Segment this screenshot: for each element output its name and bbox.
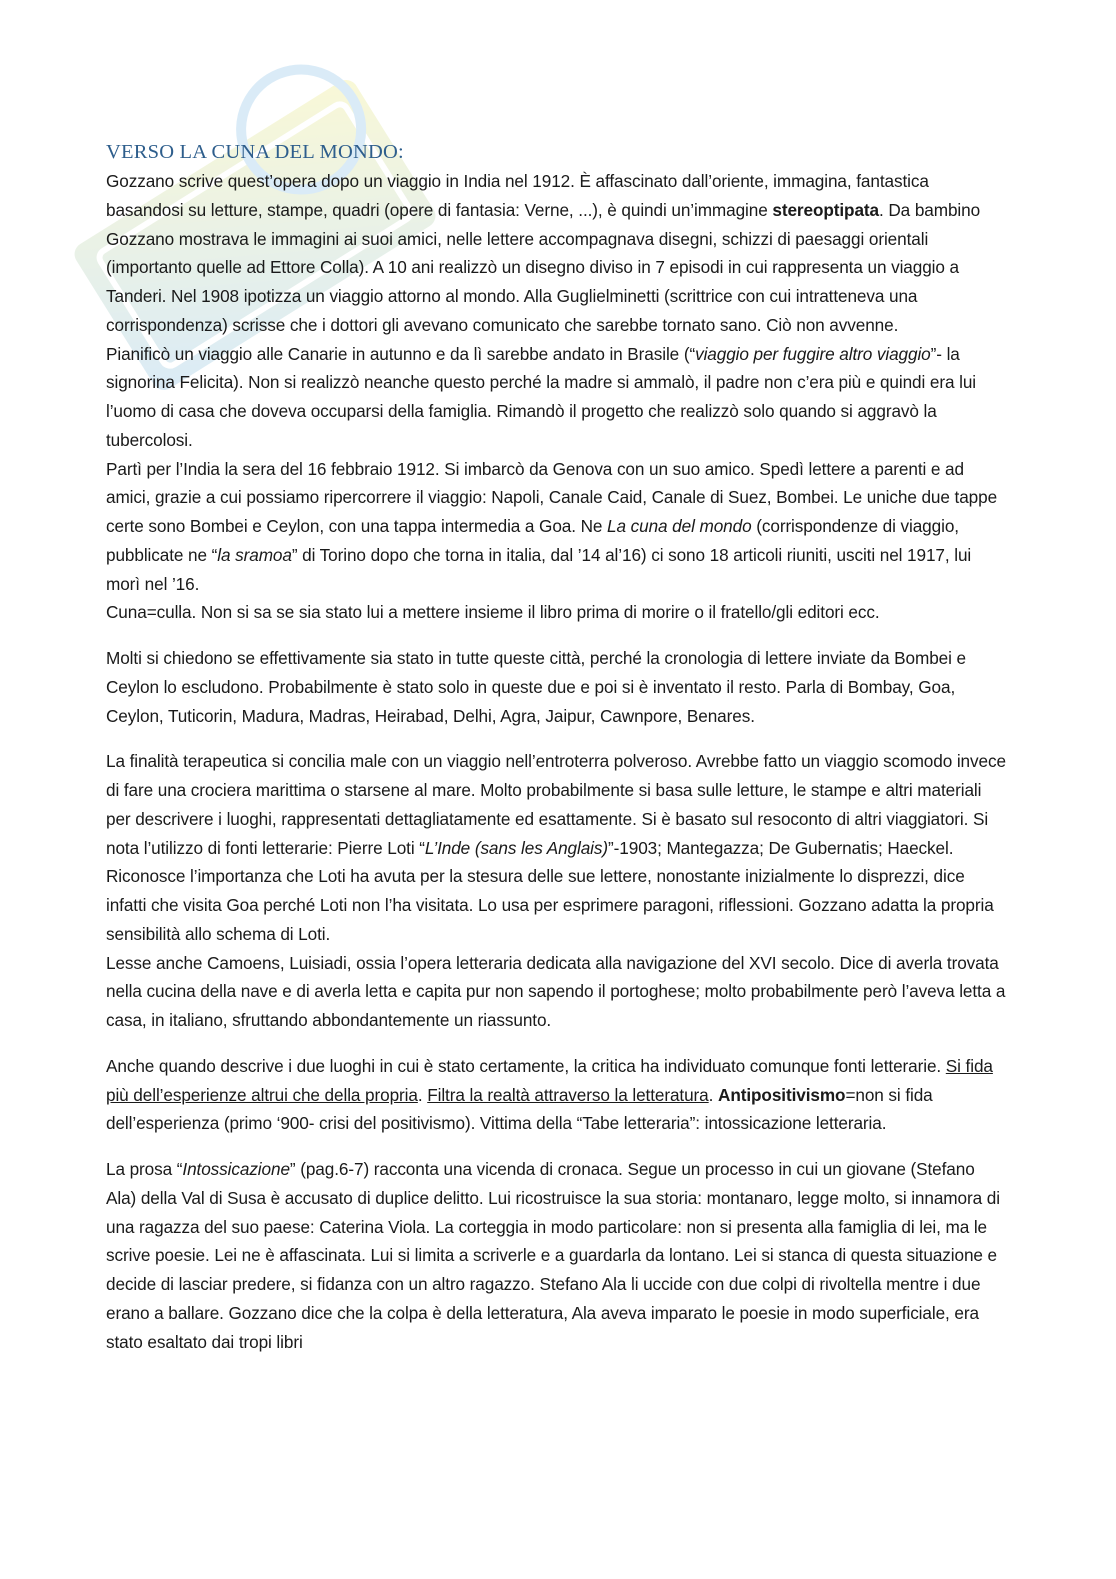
paragraph-4: Cuna=culla. Non si sa se sia stato lui a mettere insieme il libro prima di morire o il fratello/gli editori ecc. bbox=[106, 602, 880, 623]
text-run: . bbox=[417, 1084, 428, 1105]
paragraph-2 bbox=[106, 340, 1006, 455]
italic-quote: viaggio per fuggire altro viaggio bbox=[695, 343, 931, 364]
text-run: La prosa “ bbox=[106, 1159, 183, 1179]
italic-title: L’Inde (sans les Anglais) bbox=[424, 837, 609, 858]
text-run: (corrispondenze di viaggio, pubblicate ne “ bbox=[106, 516, 959, 565]
paragraph-6 bbox=[106, 747, 1006, 948]
text-run: =non si fida dell’esperienza (primo ‘900- crisi del positivismo). Vittima della “Tabe letteraria”: intossicazione letteraria. bbox=[106, 1084, 933, 1134]
paragraph-9 bbox=[106, 1155, 1006, 1356]
bold-term: Antipositivismo bbox=[718, 1084, 846, 1105]
text-run: ”- la signorina Felicita). Non si realizzò neanche questo perché la madre si ammalò, il padre non c’era più e quindi era lui l’uomo di casa che doveva occuparsi della famiglia. Rimandò il progetto che realizzò solo quando si aggravò la tubercolosi. bbox=[106, 343, 977, 450]
italic-title: Intossicazione bbox=[182, 1159, 290, 1179]
text-run: ”-1903; Mantegazza; De Gubernatis; Haeckel. Riconosce l’importanza che Loti ha avuta per la stesura delle sue lettere, nonostante inizialmente lo disprezzi, dice infatti che visita Goa perché Loti non l’ha visitata. Lo usa per esprimere paragoni, riflessioni. Gozzano adatta la propria sensibilità allo schema di Loti. bbox=[106, 837, 994, 944]
text-run: Anche quando descrive i due luoghi in cui è stato certamente, la critica ha individuato comunque fonti letterarie. bbox=[106, 1055, 946, 1076]
text-run: ” (pag.6-7) racconta una vicenda di cronaca. Segue un processo in cui un giovane (Stefano Ala) della Val di Susa è accusato di duplice delitto. Lui ricostruisce la sua storia: montanaro, legge molto, si innamora di una ragazza del suo paese: Caterina Viola. La corteggia in modo particolare: non si presenta alla famiglia di lei, ma le scrive poesie. Lei ne è affascinata. Lui si limita a scriverle e a guardarla da lontano. Lei si stanca di questa situazione e decide di lasciar predere, si fidanza con un altro ragazzo. Stefano Ala li uccide con due colpi di rivoltella mentre i due erano a ballare. Gozzano dice che la colpa è della letteratura, Ala aveva imparato le poesie in modo superficiale, era stato esaltato dai tropi libri bbox=[106, 1159, 1000, 1352]
paragraph-5: Molti si chiedono se effettivamente sia stato in tutte queste città, perché la cronologia di lettere inviate da Bombei e Ceylon lo escludono. Probabilmente è stato solo in queste due e poi si è inventato il resto. Parla di Bombay, Goa, Ceylon, Tuticorin, Madura, Madras, Heirabad, Delhi, Agra, Jaipur, Cawnpore, Benares. bbox=[106, 648, 966, 726]
document-body bbox=[106, 138, 1006, 1356]
text-run: . bbox=[708, 1084, 719, 1105]
paragraph-8 bbox=[106, 1052, 1006, 1138]
text-run: Partì per l’India la sera del 16 febbraio 1912. Si imbarcò da Genova con un suo amico. Spedì lettere a parenti e ad amici, grazie a cui possiamo ripercorrere il viaggio: Napoli, Canale Caid, Canale di Suez, Bombei. Le uniche due tappe certe sono Bombei e Ceylon, con una tappa intermedia a Goa. Ne bbox=[106, 458, 998, 536]
italic-title: La cuna del mondo bbox=[607, 516, 752, 536]
paragraph-3 bbox=[106, 455, 1006, 599]
bold-term: stereoptipata bbox=[772, 199, 880, 220]
text-run: Pianificò un viaggio alle Canarie in autunno e da lì sarebbe andato in Brasile (“ bbox=[106, 343, 696, 364]
underlined-phrase: Filtra la realtà attraverso la letteratura bbox=[427, 1084, 709, 1105]
underlined-phrase: Si fida più dell’esperienze altrui che della propria bbox=[106, 1055, 993, 1105]
paragraph-7: Lesse anche Camoens, Luisiadi, ossia l’opera letteraria dedicata alla navigazione del XVI secolo. Dice di averla trovata nella cucina della nave e di averla letta e capita pur non sapendo il portoghese; molto probabilmente però l’aveva letta a casa, in italiano, sfruttando abbondantemente un riassunto. bbox=[106, 952, 1006, 1030]
paragraph-1 bbox=[106, 167, 1006, 340]
text-run: ” di Torino dopo che torna in italia, dal ’14 al’16) ci sono 18 articoli riuniti, usciti nel 1917, lui morì nel ’16. bbox=[106, 544, 972, 594]
text-run: Gozzano scrive quest’opera dopo un viaggio in India nel 1912. È affascinato dall’oriente, immagina, fantastica basandosi su letture, stampe, quadri (opere di fantasia: Verne, ...), è quindi un’immagine bbox=[106, 171, 929, 220]
text-run: La finalità terapeutica si concilia male con un viaggio nell’entroterra polveroso. Avrebbe fatto un viaggio scomodo invece di fare una crociera marittima o starsene al mare. Molto probabilmente si basa sulle letture, le stampe e altri materiali per descrivere i luoghi, rappresentati dettagliatamente ed esattamente. Si è basato sul resoconto di altri viaggiatori. Si nota l’utilizzo di fonti letterarie: Pierre Loti “ bbox=[106, 751, 1006, 858]
text-run: . Da bambino Gozzano mostrava le immagini ai suoi amici, nelle lettere accompagnava disegni, schizzi di paesaggi orientali (importanto quelle ad Ettore Colla). A 10 ani realizzò un disegno diviso in 7 episodi in cui rappresenta un viaggio a Tanderi. Nel 1908 ipotizza un viaggio attorno al mondo. Alla Guglielminetti (scrittrice con cui intratteneva una corrispondenza) scrisse che i dottori gli avevano comunicato che sarebbe tornato sano. Ciò non avvenne. bbox=[106, 199, 981, 335]
italic-title: la sramoa bbox=[217, 544, 292, 565]
section-heading: VERSO LA CUNA DEL MONDO: bbox=[106, 141, 404, 163]
